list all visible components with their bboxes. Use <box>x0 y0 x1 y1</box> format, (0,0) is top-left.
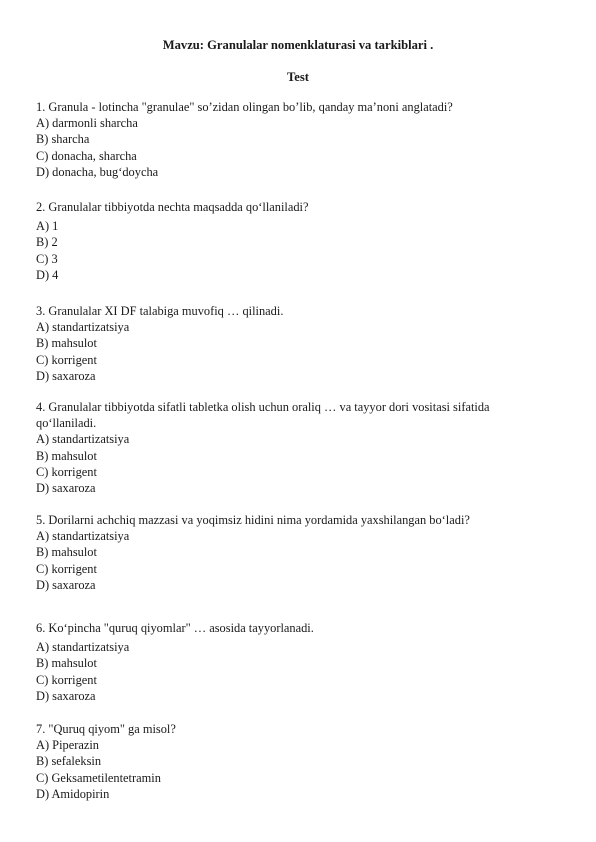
document-subtitle: Test <box>287 70 309 84</box>
question-stem: 2. Granulalar tibbiyotda nechta maqsadda qo‘llaniladi? <box>36 200 309 214</box>
answer-option-d: D) donacha, bug‘doycha <box>36 164 159 179</box>
question-1 <box>36 99 566 180</box>
answer-option-b: B) mahsulot <box>36 336 97 351</box>
answer-option-a: A) standartizatsiya <box>36 529 130 544</box>
answer-option-b: B) sharcha <box>36 132 90 147</box>
question-stem: 6. Ko‘pincha "quruq qiyomlar" … asosida tayyorlanadi. <box>36 621 314 635</box>
answer-option-d: D) saxaroza <box>36 368 96 383</box>
question-stem: 3. Granulalar XI DF talabiga muvofiq … qilinadi. <box>36 304 284 318</box>
answer-option-c: C) korrigent <box>36 672 97 687</box>
question-stem-line-2: qo‘llaniladi. <box>36 416 97 431</box>
answer-option-a: A) standartizatsiya <box>36 432 130 447</box>
question-stem: 1. Granula - lotincha "granulae" so’zidan olingan bo’lib, qanday ma’noni anglatadi? <box>36 100 453 114</box>
answer-option-c: C) korrigent <box>36 352 97 367</box>
answer-option-c: C) 3 <box>36 251 58 266</box>
question-5 <box>36 512 566 593</box>
answer-option-d: D) 4 <box>36 267 59 282</box>
question-stem: 5. Dorilarni achchiq mazzasi va yoqimsiz hidini nima yordamida yaxshilangan bo‘ladi? <box>36 513 470 527</box>
document-title: Mavzu: Granulalar nomenklaturasi va tarkiblari . <box>162 38 434 52</box>
question-2 <box>36 199 566 283</box>
answer-option-d: D) saxaroza <box>36 481 96 496</box>
answer-option-d: D) saxaroza <box>36 688 96 703</box>
answer-option-d: D) Amidopirin <box>36 786 110 801</box>
answer-option-c: C) Geksametilentetramin <box>36 770 161 785</box>
question-stem-line-1: 4. Granulalar tibbiyotda sifatli tabletka olish uchun oraliq … va tayyor dori vositasi sifatida <box>36 400 490 414</box>
answer-option-a: A) standartizatsiya <box>36 320 130 335</box>
answer-option-b: B) 2 <box>36 235 58 250</box>
question-3 <box>36 303 566 384</box>
answer-option-b: B) mahsulot <box>36 448 97 463</box>
answer-option-a: A) standartizatsiya <box>36 640 130 655</box>
answer-option-c: C) donacha, sharcha <box>36 148 137 163</box>
answer-option-c: C) korrigent <box>36 561 97 576</box>
answer-option-d: D) saxaroza <box>36 577 96 592</box>
question-4 <box>36 399 566 496</box>
answer-option-b: B) mahsulot <box>36 656 97 671</box>
answer-option-a: A) 1 <box>36 219 59 234</box>
question-7 <box>36 721 566 802</box>
answer-option-c: C) korrigent <box>36 464 97 479</box>
answer-option-b: B) sefaleksin <box>36 754 102 769</box>
answer-option-a: A) Piperazin <box>36 738 99 753</box>
question-6 <box>36 620 566 704</box>
question-stem: 7. "Quruq qiyom" ga misol? <box>36 722 176 736</box>
answer-option-a: A) darmonli sharcha <box>36 116 138 131</box>
answer-option-b: B) mahsulot <box>36 545 97 560</box>
